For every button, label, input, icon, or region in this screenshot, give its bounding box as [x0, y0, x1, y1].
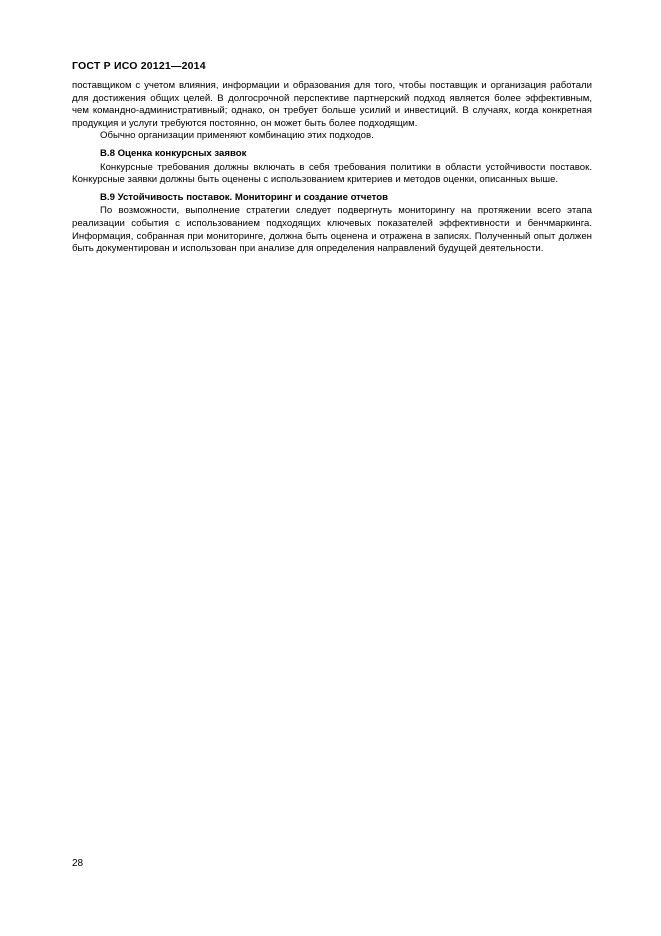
body-text-block — [72, 80, 592, 256]
section-heading-b8: В.8 Оценка конкурсных заявок — [100, 147, 247, 159]
paragraph-continuation: поставщиком с учетом влияния, информации и образования для того, чтобы поставщик и организация работали для достижения общих целей. В долгосрочной перспективе партнерский подход является более эффективным, чем командно-административный; однако, он требует больше усилий и инвестиций. В случаях, когда конкретная продукция и услуги требуются постоянно, он может быть более подходящим. — [72, 80, 592, 129]
page-number: 28 — [72, 858, 84, 869]
standard-number-header: ГОСТ Р ИСО 20121—2014 — [72, 60, 206, 72]
page-content — [72, 60, 592, 256]
paragraph-tender-evaluation: Конкурсные требования должны включать в себя требования политики в области устойчивости поставок. Конкурсные заявки должны быть оценены с использованием критериев и методов оценки, описанных выше. — [72, 161, 592, 186]
section-heading-b9: В.9 Устойчивость поставок. Мониторинг и создание отчетов — [100, 191, 388, 203]
paragraph-monitoring-reporting: По возможности, выполнение стратегии следует подвергнуть мониторингу на протяжении всего этапа реализации события с использованием подходящих ключевых показателей эффективности и бенчмаркинга. Информация, собранная при мониторинге, должна быть оценена и отражена в записях. Полученный опыт должен быть документирован и использован при анализе для определения направлений будущей деятельности. — [72, 205, 592, 255]
paragraph-approaches-combination: Обычно организации применяют комбинацию этих подходов. — [100, 130, 374, 142]
